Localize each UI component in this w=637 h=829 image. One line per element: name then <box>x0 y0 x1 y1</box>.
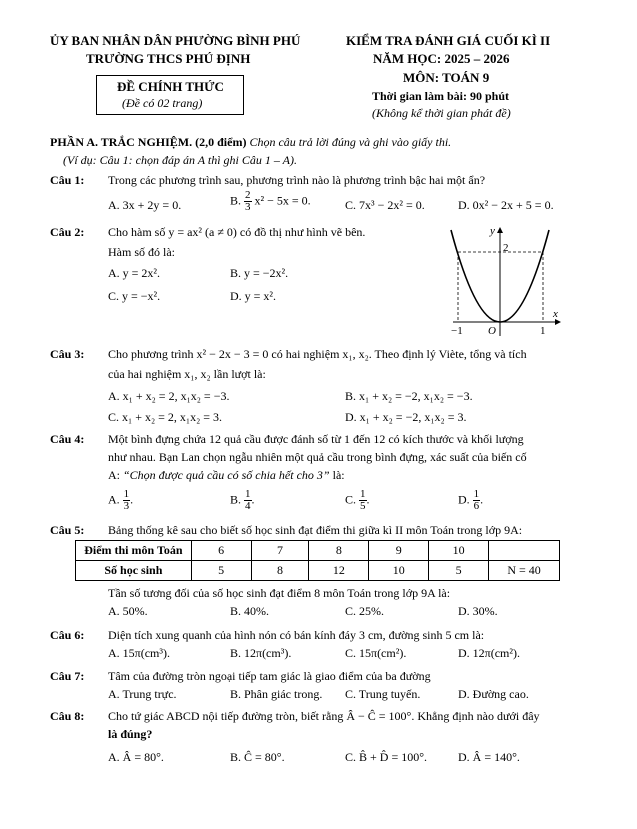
exam-title: KIỂM TRA ĐÁNH GIÁ CUỐI KÌ II <box>346 33 551 48</box>
q6-option-d: D. 12π(cm²). <box>458 646 520 660</box>
q1-option-b-prefix: B. <box>230 193 242 208</box>
q6-option-b: B. 12π(cm³). <box>230 646 292 660</box>
q5-text: Bảng thống kê sau cho biết số học sinh đạt điểm thi giữa kì II môn Toán trong lớp 9A: <box>108 523 523 537</box>
q4-d-prefix: D. <box>458 492 470 507</box>
q8-label: Câu 8: <box>50 709 85 723</box>
table-cell: 8 <box>309 541 369 561</box>
table-cell: 7 <box>251 541 309 561</box>
q2-option-c: C. y = −x². <box>108 289 161 303</box>
table-cell: 10 <box>369 561 429 581</box>
q1-text: Trong các phương trình sau, phương trình nào là phương trình bậc hai một ẩn? <box>108 173 486 187</box>
table-cell: 10 <box>429 541 489 561</box>
q8-text <box>108 709 540 724</box>
q7-label: Câu 7: <box>50 669 85 683</box>
q1-option-d: D. 0x² − 2x + 5 = 0. <box>458 198 554 212</box>
table-header-cell: Điểm thi môn Toán <box>76 541 192 561</box>
table-cell: 5 <box>429 561 489 581</box>
graph-x-pos-tick: 1 <box>540 325 546 337</box>
q8-option-a: A. Â = 80°. <box>108 750 164 764</box>
exam-time: Thời gian làm bài: 90 phút <box>372 89 510 103</box>
q3-option-a: A. x₁ + x₂ = 2, x₁x₂ = −3. <box>108 389 230 403</box>
q4-option-a: A. $\frac{1}{3}$ . <box>108 488 134 512</box>
table-cell: 12 <box>309 561 369 581</box>
graph-x-neg-tick: −1 <box>451 325 463 337</box>
q3-label: Câu 3: <box>50 347 85 361</box>
q8-text-prefix: Cho tứ giác ABCD nội tiếp đường tròn, biết rằng <box>108 709 347 723</box>
header-org: ỦY BAN NHÂN DÂN PHƯỜNG BÌNH PHÚ <box>50 33 301 48</box>
q4-option-d: D. $\frac{1}{6}$ . <box>458 488 484 512</box>
q3-text: Cho phương trình x² − 2x − 3 = 0 có hai nghiệm x₁, x₂. Theo định lý Viète, tổng và tích <box>108 347 527 361</box>
q8-option-c: C. B̂ + D̂ = 100°. <box>345 750 428 764</box>
q1-label: Câu 1: <box>50 173 85 187</box>
q5-option-a: A. 50%. <box>108 604 148 618</box>
q6-option-c: C. 15π(cm²). <box>345 646 407 660</box>
official-box-title: ĐỀ CHÍNH THỨC <box>117 79 224 94</box>
q7-text: Tâm của đường tròn ngoại tiếp tam giác là giao điểm của ba đường <box>108 669 431 683</box>
q3-option-b: B. x₁ + x₂ = −2, x₁x₂ = −3. <box>345 389 473 403</box>
q4-event-quote: “Chọn được quả cầu có số chia hết cho 3” <box>123 468 330 482</box>
q2-text: Cho hàm số y = ax² (a ≠ 0) có đồ thị như hình vẽ bên. <box>108 225 366 239</box>
q8-text-2: là đúng? <box>108 727 153 741</box>
q4-c-num: 1 <box>360 488 366 500</box>
q4-d-den: 6 <box>473 500 480 512</box>
table-cell: 6 <box>191 541 251 561</box>
table-cell: 5 <box>191 561 251 581</box>
q8-text-suffix: . Khẳng định nào dưới đây <box>411 709 540 723</box>
q4-b-num: 1 <box>245 488 251 500</box>
q1-option-a: A. 3x + 2y = 0. <box>108 198 182 212</box>
q4-text: Một bình đựng chứa 12 quả cầu được đánh số từ 1 đến 12 có kích thước và khối lượng <box>108 432 524 446</box>
q4-option-b: B. $\frac{1}{4}$ . <box>230 488 255 512</box>
table-cell <box>489 541 560 561</box>
part-a-title: PHẦN A. TRẮC NGHIỆM. (2,0 điểm) <box>50 135 247 149</box>
q3-option-c: C. x₁ + x₂ = 2, x₁x₂ = 3. <box>108 410 223 424</box>
table-row <box>76 541 560 561</box>
q5-stats-table <box>75 540 560 581</box>
graph-y-label: y <box>490 225 495 237</box>
q2-option-d: D. y = x². <box>230 289 277 303</box>
graph-y-tick: 2 <box>503 242 509 254</box>
q6-option-a: A. 15π(cm³). <box>108 646 170 660</box>
part-a-heading <box>50 135 451 150</box>
q4-option-c: C. $\frac{1}{5}$ . <box>345 488 370 512</box>
official-box-sub: (Đề có 02 trang) <box>122 96 203 110</box>
exam-subject: MÔN: TOÁN 9 <box>403 70 490 85</box>
q8-option-b: B. Ĉ = 80°. <box>230 750 285 764</box>
q4-b-fraction <box>244 489 252 512</box>
exam-time-note: (Không kể thời gian phát đề) <box>372 106 511 120</box>
q4-c-fraction <box>359 489 367 512</box>
q3-option-d: D. x₁ + x₂ = −2, x₁x₂ = 3. <box>345 410 467 424</box>
q7-option-d: D. Đường cao. <box>458 687 529 701</box>
q4-event-prefix: A: <box>108 468 123 482</box>
table-cell: N = 40 <box>489 561 560 581</box>
q4-d-num: 1 <box>473 488 480 500</box>
q2-label: Câu 2: <box>50 225 85 239</box>
table-row <box>76 561 560 581</box>
q1-option-c: C. 7x³ − 2x² = 0. <box>345 198 425 212</box>
graph-x-label: x <box>553 308 558 320</box>
q1-option-b <box>230 190 311 213</box>
q4-b-den: 4 <box>245 500 251 512</box>
q5-option-c: C. 25%. <box>345 604 384 618</box>
q4-d-fraction <box>473 489 481 512</box>
q4-a-num: 1 <box>123 488 130 500</box>
q5-option-d: D. 30%. <box>458 604 498 618</box>
q5-option-b: B. 40%. <box>230 604 269 618</box>
table-cell: 8 <box>251 561 309 581</box>
part-a-instruction: Chọn câu trả lời đúng và ghi vào giấy thi. <box>249 135 452 149</box>
q6-text: Diện tích xung quanh của hình nón có bán kính đáy 3 cm, đường sinh 5 cm là: <box>108 628 485 642</box>
q4-label: Câu 4: <box>50 432 85 446</box>
header-school: TRƯỜNG THCS PHÚ ĐỊNH <box>86 51 251 66</box>
part-a-example: (Ví dụ: Câu 1: chọn đáp án A thì ghi Câu 1 – A). <box>63 153 297 167</box>
q4-a-fraction <box>123 489 131 512</box>
q2-option-b: B. y = −2x². <box>230 266 289 280</box>
q4-c-den: 5 <box>360 500 366 512</box>
q3-text-2: của hai nghiệm x₁, x₂ lần lượt là: <box>108 367 266 381</box>
q4-event-suffix: là: <box>329 468 345 482</box>
q2-sub: Hàm số đó là: <box>108 245 175 259</box>
table-cell: 9 <box>369 541 429 561</box>
q4-c-prefix: C. <box>345 492 357 507</box>
q5-label: Câu 5: <box>50 523 85 537</box>
q5-sub: Tần số tương đối của số học sinh đạt điểm 8 môn Toán trong lớp 9A là: <box>108 586 451 600</box>
exam-year: NĂM HỌC: 2025 – 2026 <box>373 51 510 66</box>
q2-parabola-graph <box>448 222 568 340</box>
table-header-cell: Số học sinh <box>76 561 192 581</box>
q4-a-den: 3 <box>123 500 130 512</box>
q8-option-d: D. Â = 140°. <box>458 750 520 764</box>
q8-text-math: Â − Ĉ = 100° <box>346 709 412 723</box>
q7-option-c: C. Trung tuyến. <box>345 687 421 701</box>
q6-label: Câu 6: <box>50 628 85 642</box>
q7-option-a: A. Trung trực. <box>108 687 177 701</box>
q4-text-2: như nhau. Bạn Lan chọn ngẫu nhiên một quả cầu trong bình đựng, xác suất của biến cố <box>108 450 527 464</box>
q4-b-prefix: B. <box>230 492 242 507</box>
q2-option-a: A. y = 2x². <box>108 266 161 280</box>
q1-b-den: 3 <box>245 201 251 213</box>
q4-text-3 <box>108 468 345 483</box>
q7-option-b: B. Phân giác trong. <box>230 687 323 701</box>
q4-a-prefix: A. <box>108 492 120 507</box>
q1-b-num: 2 <box>245 189 251 201</box>
q1-option-b-rest: x² − 5x = 0. <box>254 193 311 208</box>
q1-option-b-fraction <box>244 190 252 213</box>
graph-origin-label: O <box>488 325 496 337</box>
